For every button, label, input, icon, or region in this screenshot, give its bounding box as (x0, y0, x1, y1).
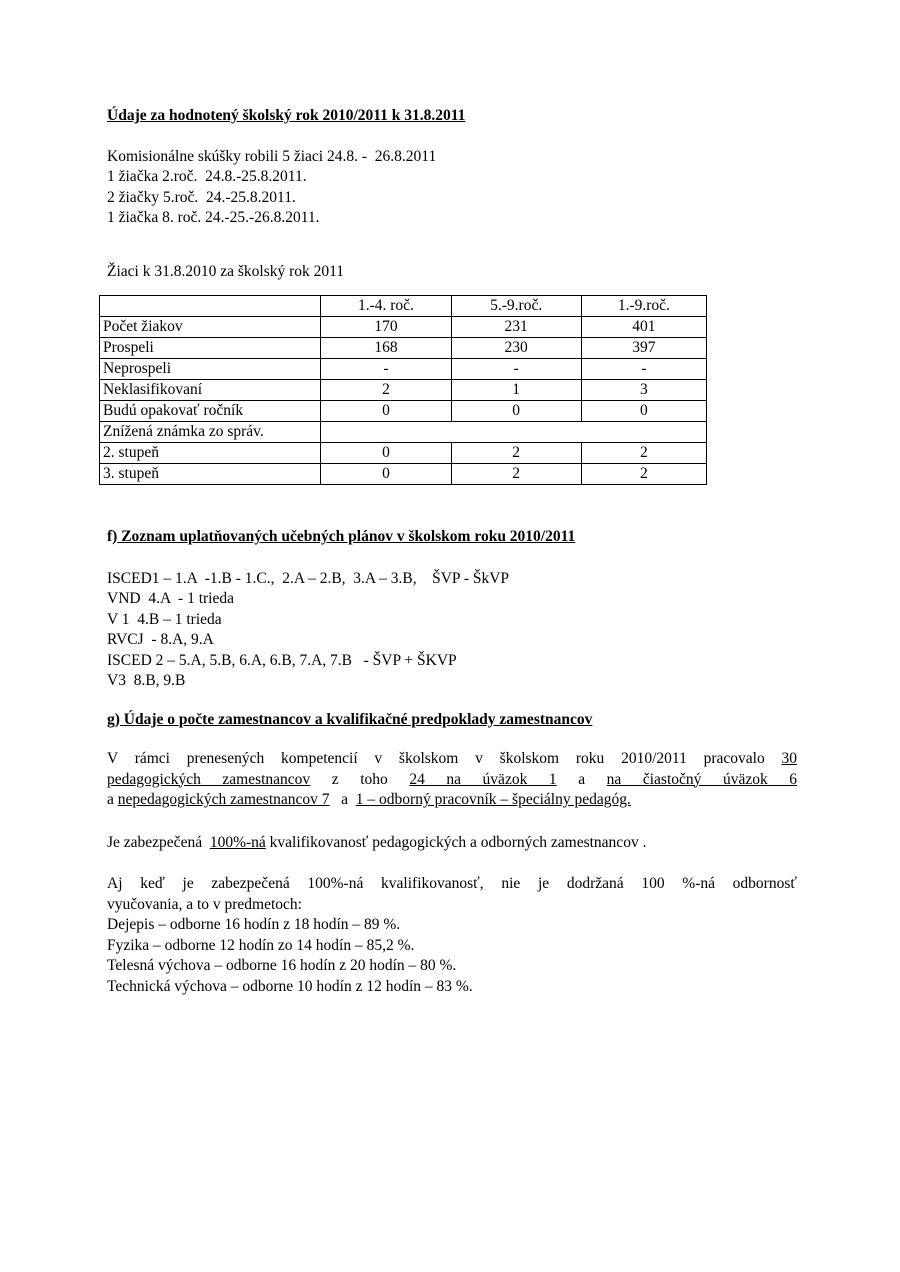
table-header-cell (100, 296, 321, 317)
table-header-cell: 1.-9.roč. (581, 296, 706, 317)
table-cell: 170 (321, 317, 451, 338)
table-cell: 2. stupeň (100, 443, 321, 464)
table-cell: 0 (321, 443, 451, 464)
table-cell: 230 (451, 338, 581, 359)
text-span: z toho (331, 770, 388, 788)
table-cell: 2 (451, 464, 581, 485)
table-cell: 2 (581, 443, 706, 464)
exam-line: 1 žiačka 2.roč. 24.8.-25.8.2011. (107, 168, 307, 185)
staff-line-1 (107, 749, 797, 770)
list-item: V3 8.B, 9.B (107, 672, 186, 689)
staff-line-3 (107, 790, 797, 811)
text-span: a (107, 791, 114, 808)
table-cell: - (451, 359, 581, 380)
list-item: V 1 4.B – 1 trieda (107, 610, 222, 628)
table-cell: Neklasifikovaní (100, 380, 321, 401)
table-row (100, 464, 707, 485)
table-cell: Prospeli (100, 338, 321, 359)
document-page (103, 106, 798, 997)
text-span: a (578, 770, 586, 788)
section-g-prefix: g) (107, 710, 120, 728)
text-span: pedagogických zamestnancov (107, 770, 311, 788)
table-row (100, 338, 707, 359)
list-item: VND 4.A - 1 trieda (107, 590, 234, 607)
table-cell: 0 (451, 401, 581, 422)
table-header-row (100, 296, 707, 317)
table-cell-merged (321, 422, 707, 443)
table-cell: - (581, 359, 706, 380)
staff-line-2 (107, 770, 797, 791)
section-g-title-text: Údaje o počte zamestnancov a kvalifikačné predpoklady zamestnancov (123, 710, 593, 728)
text-span: 1 – odborný pracovník – špeciálny pedagóg. (355, 791, 631, 808)
table-cell: 2 (451, 443, 581, 464)
table-cell: 0 (321, 464, 451, 485)
expertise-paragraph (107, 874, 797, 997)
subject-line: Dejepis – odborne 16 hodín z 18 hodín – 89 %. (107, 916, 401, 933)
qualification-paragraph (107, 833, 797, 854)
expertise-line-2: vyučovania, a to v predmetoch: (107, 895, 302, 913)
subject-line: Telesná výchova – odborne 16 hodín z 20 hodín – 80 %. (107, 957, 457, 974)
table-cell: 0 (581, 401, 706, 422)
table-cell: 1 (451, 380, 581, 401)
list-item: ISCED1 – 1.A -1.B - 1.C., 2.A – 2.B, 3.A – 3.B, ŠVP - ŠkVP (107, 569, 510, 587)
text-span: 100%-ná (209, 833, 266, 851)
section-g-title (107, 710, 797, 731)
table-cell: 0 (321, 401, 451, 422)
table-row (100, 359, 707, 380)
text-span: 24 na úväzok 1 (409, 770, 557, 788)
text-span: na čiastočný úväzok 6 (606, 770, 798, 788)
table-caption: Žiaci k 31.8.2010 za školský rok 2011 (107, 262, 345, 280)
text-span: nepedagogických zamestnancov 7 (117, 791, 330, 808)
table-cell: 3 (581, 380, 706, 401)
text-span: Je zabezpečená (107, 833, 206, 851)
pupils-table (99, 295, 707, 485)
table-cell: 231 (451, 317, 581, 338)
table-cell: 2 (581, 464, 706, 485)
section-f-prefix: f) (107, 528, 118, 545)
study-plans-list (107, 569, 797, 692)
staff-paragraph (107, 749, 797, 811)
table-cell: 2 (321, 380, 451, 401)
section-f-title (107, 527, 797, 548)
text-span: V rámci prenesených kompetencií v školskom v školskom roku 2010/2011 pracovalo (107, 750, 765, 767)
table-row (100, 317, 707, 338)
table-row (100, 380, 707, 401)
table-cell: 168 (321, 338, 451, 359)
table-cell: - (321, 359, 451, 380)
table-row (100, 443, 707, 464)
table-cell: 3. stupeň (100, 464, 321, 485)
table-cell: Počet žiakov (100, 317, 321, 338)
table-cell: Budú opakovať ročník (100, 401, 321, 422)
exam-info (107, 147, 797, 229)
table-row (100, 422, 707, 443)
section-f-title-text: Zoznam uplatňovaných učebných plánov v školskom roku 2010/2011 (121, 528, 576, 545)
exam-line: 2 žiačky 5.roč. 24.-25.8.2011. (107, 188, 296, 206)
exam-line: Komisionálne skúšky robili 5 žiaci 24.8. - 26.8.2011 (107, 147, 437, 165)
table-cell: 401 (581, 317, 706, 338)
table-header-cell: 5.-9.roč. (451, 296, 581, 317)
exam-line: 1 žiačka 8. roč. 24.-25.-26.8.2011. (107, 209, 320, 226)
subject-line: Fyzika – odborne 12 hodín zo 14 hodín – 85,2 %. (107, 936, 415, 954)
staff-count: 30 (781, 750, 798, 767)
expertise-line-1: Aj keď je zabezpečená 100%-ná kvalifikovanosť, nie je dodržaná 100 %-ná odbornosť (107, 875, 797, 892)
table-cell: Znížená známka zo správ. (100, 422, 321, 443)
subject-line: Technická výchova – odborne 10 hodín z 12 hodín – 83 %. (107, 977, 473, 995)
text-span: kvalifikovanosť pedagogických a odborných zamestnancov . (265, 833, 647, 851)
table-cell: 397 (581, 338, 706, 359)
list-item: ISCED 2 – 5.A, 5.B, 6.A, 6.B, 7.A, 7.B - ŠVP + ŠKVP (107, 651, 457, 669)
table-header-cell: 1.-4. roč. (321, 296, 451, 317)
list-item: RVCJ - 8.A, 9.A (107, 631, 214, 648)
section-e-title: Údaje za hodnotený školský rok 2010/2011 k 31.8.2011 (107, 107, 466, 124)
text-span: a (341, 791, 349, 808)
table-row (100, 401, 707, 422)
table-cell: Neprospeli (100, 359, 321, 380)
